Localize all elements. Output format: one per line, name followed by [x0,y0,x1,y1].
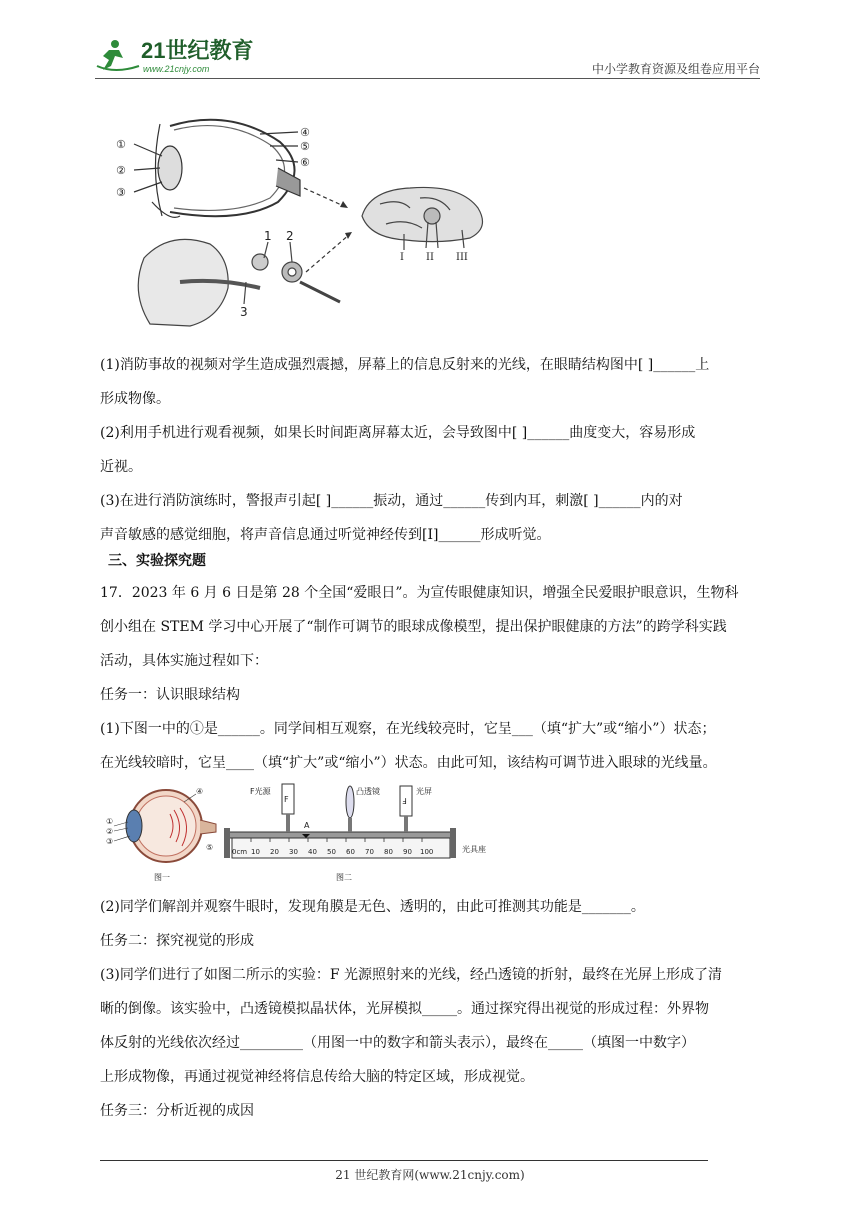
logo-url: www.21cnjy.com [143,64,210,74]
q17-intro-line1: 17．2023 年 6 月 6 日是第 28 个全国“爱眼日”。为宣传眼健康知识，增强全民爱眼护眼意识，生物科 [100,585,739,601]
q16-p2-line1: (2)利用手机进行观看视频，如果长时间距离屏幕太近，会导致图中[ ]______曲度变大，容易形成 [100,425,696,441]
logo-text: 21世纪教育 [141,38,254,63]
task3-heading: 任务三：分析近视的成因 [100,1103,254,1119]
q17-t3-line4: 上形成物像，再通过视觉神经将信息传给大脑的特定区域，形成视觉。 [100,1069,534,1085]
tick-70: 70 [365,848,374,856]
header-platform-text: 中小学教育资源及组卷应用平台 [591,62,760,76]
q16-part3 [100,484,765,552]
eye-label-6: ⑥ [300,156,310,169]
section-title: 三、实验探究题 [108,553,206,569]
q17-t3-line1: (3)同学们进行了如图二所示的实验：F 光源照射来的光线，经凸透镜的折射，最终在光屏上形成了清 [100,967,722,983]
tick-100: 100 [420,848,434,856]
ear-label-1: 1 [264,229,272,243]
q16-p1-line2: 形成物像。 [100,391,170,407]
tick-80: 80 [384,848,393,856]
q16-p3-line2: 声音敏感的感觉细胞，将声音信息通过听觉神经传到[I]______形成听觉。 [100,527,551,543]
eye-label-5: ⑤ [300,140,310,153]
fig2-eye-label-1: ① [106,817,114,826]
fig2-eye-label-2: ② [106,827,114,836]
tick-20: 20 [270,848,279,856]
q16-part2 [100,416,765,484]
tick-50: 50 [327,848,336,856]
eye-diagram [134,120,300,218]
eye-label-1: ① [116,138,126,151]
tick-90: 90 [403,848,412,856]
q17-task2-q3 [100,958,765,1094]
arrow-head-eye [340,201,348,208]
eye-label-2: ② [116,164,126,177]
footer-text: 21 世纪教育网(www.21cnjy.com) [335,1168,525,1182]
bench-label: 光具座 [462,845,486,854]
tick-10: 10 [251,848,260,856]
ear-label-2: 2 [286,229,294,243]
q17-t3-line2: 晰的倒像。该实验中，凸透镜模拟晶状体，光屏模拟_____。通过探究得出视觉的形成过程：外界物 [100,1001,709,1017]
tick-40: 40 [308,848,317,856]
eye-label-3: ③ [116,186,126,199]
q17-t1-line2: 在光线较暗时，它呈____（填“扩大”或“缩小”）状态。由此可知，该结构可调节进入眼球的光线量。 [100,755,717,771]
q17-task1-q2: (2)同学们解剖并观察牛眼时，发现角膜是无色、透明的，由此可推测其功能是_______。 [100,899,645,915]
fig2-eye-label-3: ③ [106,837,114,846]
page-header [95,30,760,78]
svg-text:F: F [284,795,289,804]
q17-intro-line2: 创小组在 STEM 学习中心开展了“制作可调节的眼球成像模型，提出保护眼健康的方法”的跨学科实践 [100,619,727,635]
header-divider [95,78,760,79]
fig2-eye-label-4: ④ [196,787,204,796]
q17-intro [100,576,765,678]
q16-p2-line2: 近视。 [100,459,142,475]
eye-ear-brain-figure [110,112,500,334]
eye-label-4: ④ [300,126,310,139]
f-source-label: F光源 [250,787,271,796]
brain-diagram [362,187,483,250]
site-logo [95,36,265,76]
q17-task1-q1 [100,712,765,780]
eye-model-figure [100,780,500,884]
eyeball-diagram [126,790,216,862]
tick-0: 0cm [232,848,248,856]
svg-text:Ⅎ: Ⅎ [402,797,407,806]
ear-label-3: 3 [240,305,248,319]
screen-label: 光屏 [416,787,432,796]
tick-60: 60 [346,848,355,856]
point-a-label: A [304,821,310,830]
task2-heading: 任务二：探究视觉的形成 [100,933,254,949]
fig2-eye-label-5: ⑤ [206,843,214,852]
fig1-caption: 图一 [154,873,170,882]
brain-label-I: I [400,252,404,263]
arrows [304,188,350,272]
fig2-caption: 图二 [336,873,352,882]
q16-part1 [100,348,765,416]
brain-label-III: III [456,252,468,263]
q16-p3-line1: (3)在进行消防演练时，警报声引起[ ]______振动，通过______传到内耳，刺激[ ]______内的对 [100,493,683,509]
q17-t1-line1: (1)下图一中的①是______。同学间相互观察，在光线较亮时，它呈___（填“扩大”或“缩小”）状态； [100,721,716,737]
lens-label: 凸透镜 [356,787,380,796]
q16-p1-line1: (1)消防事故的视频对学生造成强烈震撼，屏幕上的信息反射来的光线，在眼睛结构图中[ ]______上 [100,357,710,373]
fig2-leader-3 [114,836,130,841]
q17-t3-line3: 体反射的光线依次经过_________（用图一中的数字和箭头表示），最终在_____（填图一中数字） [100,1035,695,1051]
q17-intro-line3: 活动，具体实施过程如下： [100,653,268,669]
tick-30: 30 [289,848,298,856]
footer-divider [100,1160,708,1161]
brain-label-II: II [426,252,434,263]
task1-heading: 任务一：认识眼球结构 [100,687,240,703]
